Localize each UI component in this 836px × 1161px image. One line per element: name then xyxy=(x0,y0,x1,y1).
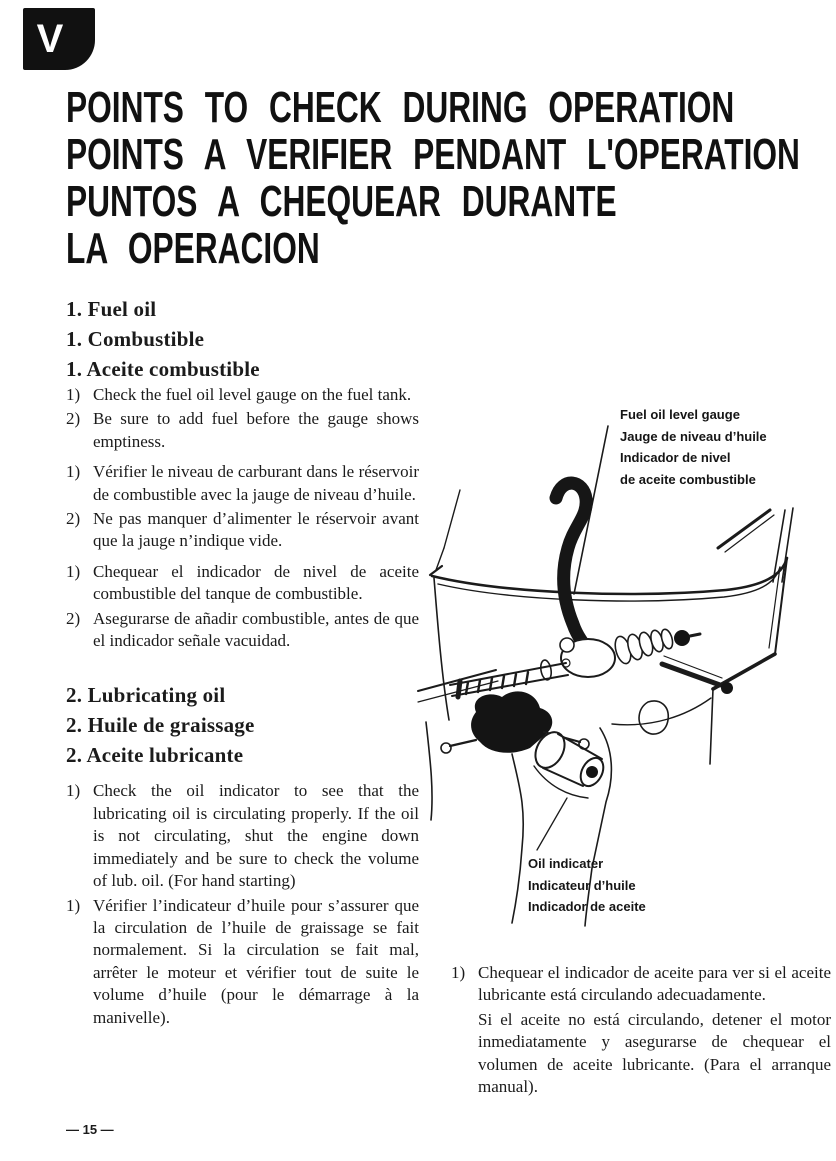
list-item-text: Vérifier le niveau de carburant dans le réservoir de combustible avec la jauge de niveau d’huile. xyxy=(93,462,419,504)
fuel-gauge-label-en: Fuel oil level gauge xyxy=(620,407,740,422)
list-item-number: 1) xyxy=(66,462,81,482)
right-column xyxy=(451,962,831,1098)
list-item xyxy=(66,561,419,606)
section1-heading-es: 1. Aceite combustible xyxy=(66,357,260,381)
oil-indicator-label-en: Oil indicater xyxy=(528,856,604,871)
list-item-number: 1) xyxy=(451,963,466,982)
oil-indicator-label-es: Indicador de aceite xyxy=(528,899,646,914)
list-item-number: 2) xyxy=(66,608,81,628)
section2-headings xyxy=(66,680,419,770)
list-item-number: 1) xyxy=(66,895,81,915)
list-item-text: Check the fuel oil level gauge on the fuel tank. xyxy=(93,385,412,404)
list-item-number: 2) xyxy=(66,409,81,429)
chapter-tab-label: V xyxy=(36,16,64,61)
section1-items-es xyxy=(66,561,419,653)
fuel-gauge-label-fr: Jauge de niveau d’huile xyxy=(620,428,767,444)
oil-indicator-label-fr: Indicateur d’huile xyxy=(528,877,636,893)
list-item-number: 1) xyxy=(66,561,81,581)
page-number: — 15 — xyxy=(66,1122,114,1137)
fuel-gauge-label-es-2: de aceite combustible xyxy=(620,471,756,487)
oil-indicator-label xyxy=(528,853,646,918)
fuel-gauge-label-es-1: Indicador de nivel xyxy=(620,450,731,465)
list-item-number: 1) xyxy=(66,385,81,404)
list-item xyxy=(66,508,419,553)
section2-heading-en: 2. Lubricating oil xyxy=(66,683,226,708)
list-item xyxy=(66,384,419,406)
list-item xyxy=(451,962,831,1007)
list-item xyxy=(66,461,419,506)
title-line-es-1: PUNTOS A CHEQUEAR DURANTE xyxy=(66,177,617,226)
section1-heading-en: 1. Fuel oil xyxy=(66,297,157,321)
list-item-text: Be sure to add fuel before the gauge shows emptiness. xyxy=(93,409,419,451)
section2-items-left xyxy=(66,780,419,1028)
leader-line-oil-indicator xyxy=(537,798,567,850)
section1-heading-fr: 1. Combustible xyxy=(66,327,205,351)
list-item-text: Check the oil indicator to see that the lubricating oil is circulating properly. If the oil is not circulating, shut the engine down immediately and be sure to check the volume of lub. oil. (For hand starting) xyxy=(93,781,419,891)
list-item xyxy=(451,1009,831,1099)
list-item-text: Si el aceite no está circulando, detener el motor inmediatamente y asegurarse de chequear el volumen de aceite lubricante. (Para el arranque manual). xyxy=(478,1009,831,1097)
section1-items-fr xyxy=(66,461,419,553)
title-line-es-2: LA OPERACION xyxy=(66,224,320,273)
section1-headings xyxy=(66,294,419,384)
list-item-text: Chequear el indicador de aceite para ver si el aceite lubricante está circulando adecuadamente. xyxy=(478,963,831,1005)
list-item-text: Ne pas manquer d’alimenter le réservoir avant que la jauge n’indique vide. xyxy=(93,509,419,551)
section1-items-en xyxy=(66,384,419,453)
list-item-text: Vérifier l’indicateur d’huile pour s’assurer que la circulation de l’huile de graissage se fait normalement. Si la circulation se fait mal, arrêter le moteur et vérifier tout de suite le volume d’huile (pour le démarrage à la manivelle). xyxy=(93,895,419,1027)
list-item-text: Chequear el indicador de nivel de aceite combustible del tanque de combustible. xyxy=(93,561,419,604)
page-title xyxy=(66,84,836,272)
title-line-fr: POINTS A VERIFIER PENDANT L'OPERATION xyxy=(66,130,800,179)
list-item-number: 1) xyxy=(66,781,81,801)
chapter-tab xyxy=(23,8,95,70)
list-item xyxy=(66,408,419,453)
fuel-gauge-label xyxy=(620,404,767,490)
list-item xyxy=(66,895,419,1029)
gauge-hose xyxy=(556,483,590,652)
list-item-text: Asegurarse de añadir combustible, antes de que el indicador señale vacuidad. xyxy=(93,608,419,651)
section2-heading-es: 2. Aceite lubricante xyxy=(66,743,244,768)
section2-items-right xyxy=(451,962,831,1098)
fuel-tank-figure xyxy=(416,398,836,960)
title-line-en: POINTS TO CHECK DURING OPERATION xyxy=(66,83,735,132)
left-column xyxy=(66,294,419,1029)
list-item xyxy=(66,608,419,653)
list-item-number: 2) xyxy=(66,509,81,529)
section2-heading-fr: 2. Huile de graissage xyxy=(66,713,255,738)
list-item xyxy=(66,780,419,892)
